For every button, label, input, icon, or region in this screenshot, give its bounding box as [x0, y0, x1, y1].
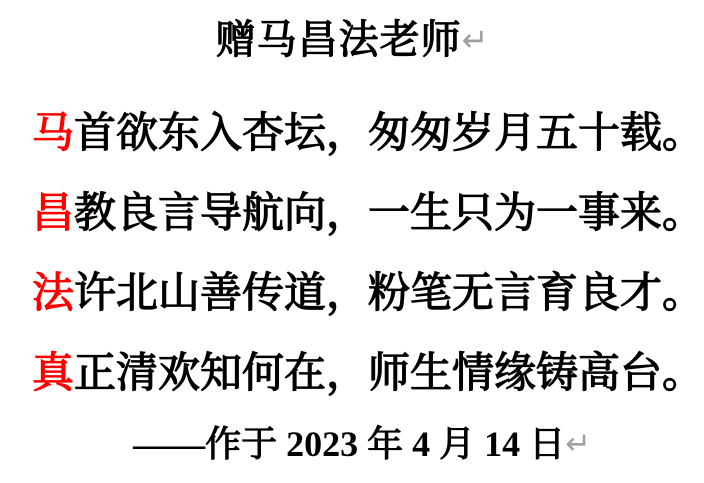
poem-line-1-initial: 马	[32, 111, 75, 157]
poem-title-text: 赠马昌法老师	[215, 17, 462, 62]
poem-title	[0, 0, 704, 66]
poem-line-4-text: 正清欢知何在，师生情缘铸高台。	[74, 351, 704, 397]
poem-line-1	[32, 94, 704, 174]
paragraph-mark-icon: ↵	[565, 427, 591, 462]
poem-line-4-initial: 真	[32, 351, 75, 397]
poem-footer-text: ——作于 2023 年 4 月 14 日	[133, 424, 566, 464]
poem-line-4	[32, 334, 704, 414]
paragraph-mark-icon: ↵	[461, 21, 489, 59]
poem-line-1-text: 首欲东入杏坛，匆匆岁月五十载。	[74, 111, 704, 157]
poem-line-3-initial: 法	[32, 271, 75, 317]
poem-line-2-text: 教良言导航向，一生只为一事来。	[74, 191, 704, 237]
poem-line-2	[32, 174, 704, 254]
poem-line-3-text: 许北山善传道，粉笔无言育良才。	[74, 271, 704, 317]
poem-line-2-initial: 昌	[32, 191, 75, 237]
poem-body	[0, 94, 704, 414]
poem-line-3	[32, 254, 704, 334]
poem-footer-dateline	[0, 420, 704, 469]
